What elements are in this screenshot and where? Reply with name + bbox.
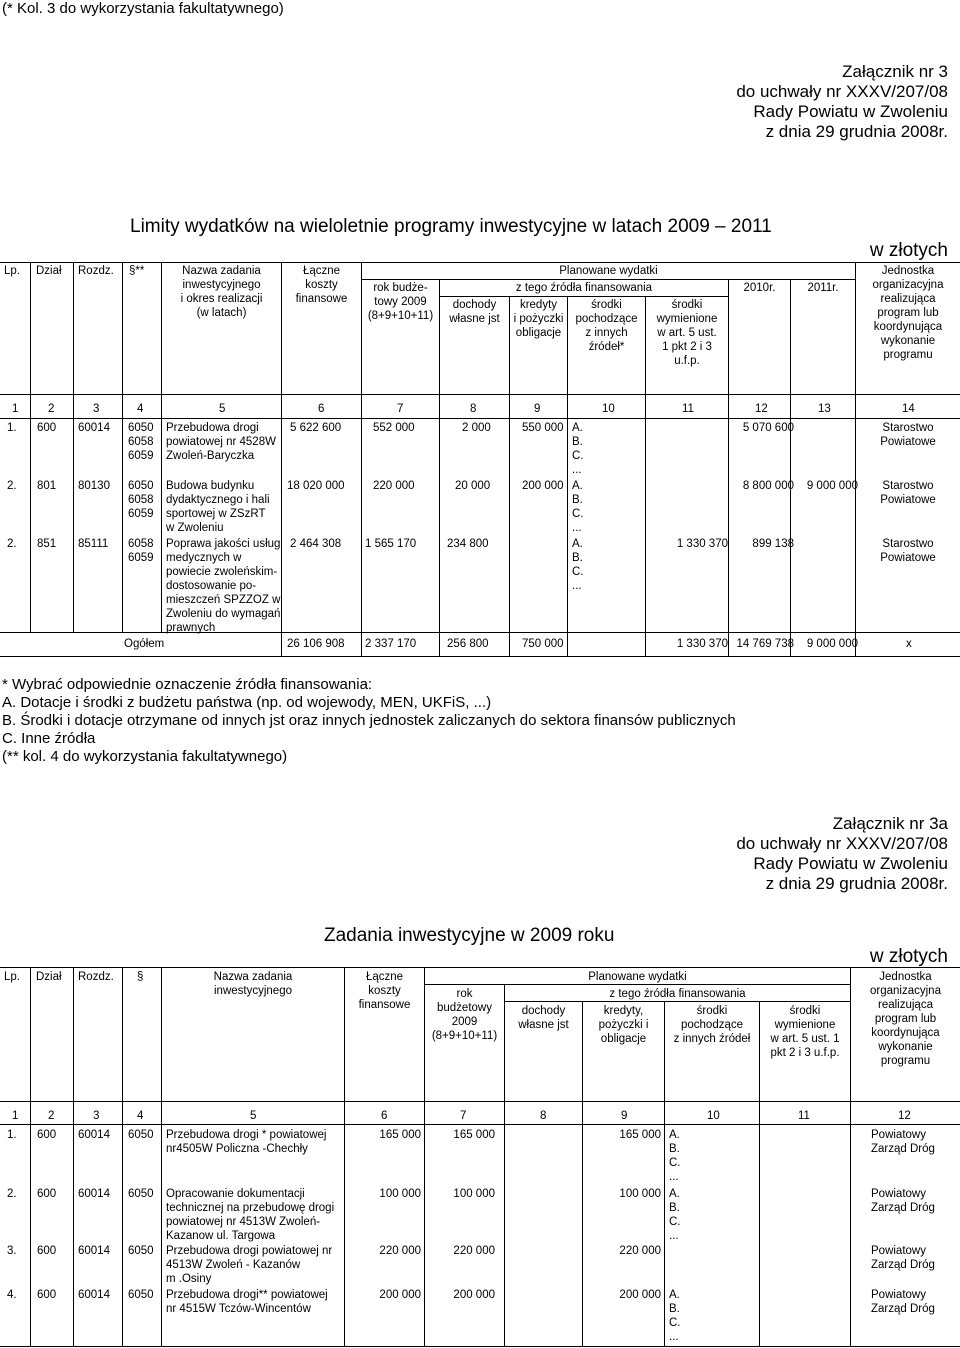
text-line: Przebudowa drogi** powiatowej bbox=[166, 1289, 328, 1301]
cell-koszty: 18 020 000 bbox=[287, 480, 345, 492]
cell-jednostka bbox=[856, 537, 960, 565]
text-line: B. bbox=[572, 436, 583, 448]
text-line: 6050 bbox=[128, 422, 154, 434]
col-number: 12 bbox=[898, 1110, 911, 1122]
text-line: pochodzące bbox=[575, 313, 638, 325]
col-number: 9 bbox=[534, 403, 541, 415]
table1-title: Limity wydatków na wieloletnie programy inwestycyjne w latach 2009 – 2011 bbox=[130, 216, 772, 237]
col-number: 4 bbox=[137, 1110, 144, 1122]
text-line: nr 4515W Tczów-Wincentów bbox=[166, 1303, 311, 1315]
cell-dochody: 100 000 bbox=[619, 1188, 661, 1200]
cell-par bbox=[128, 537, 154, 565]
t1-hdr-srodki1 bbox=[568, 298, 645, 354]
total-dochody: 256 800 bbox=[447, 638, 489, 650]
col-number: 11 bbox=[798, 1110, 810, 1122]
cell-lp: 2. bbox=[7, 538, 17, 550]
cell-srodki1 bbox=[572, 421, 584, 477]
text-line: Powiatowe bbox=[880, 494, 936, 506]
text-line: realizująca bbox=[880, 293, 936, 305]
text-line: C. bbox=[669, 1157, 681, 1169]
cell-lp: 1. bbox=[7, 1129, 17, 1141]
total-jednostka: x bbox=[906, 638, 912, 650]
text-line: Starostwo bbox=[882, 538, 934, 550]
t1-hdr-jednostka bbox=[856, 264, 960, 362]
cell-koszty: 5 622 600 bbox=[290, 422, 342, 434]
text-line: w art. 5 ust. 1 bbox=[770, 1033, 840, 1045]
text-line: Zarząd Dróg bbox=[871, 1303, 935, 1315]
cell-srodki1 bbox=[669, 1128, 681, 1184]
cell-2010: 8 800 000 bbox=[742, 480, 794, 492]
cell-dzial: 600 bbox=[37, 1289, 57, 1301]
text-line: pkt 2 i 3 u.f.p. bbox=[770, 1047, 840, 1059]
text-line: towy 2009 bbox=[374, 296, 427, 308]
text-line: A. bbox=[572, 538, 583, 550]
text-line: A. bbox=[572, 480, 583, 492]
t2-hdr-koszty bbox=[345, 970, 424, 1012]
text-line: B. bbox=[572, 552, 583, 564]
col-number: 3 bbox=[93, 1110, 100, 1122]
top-note: (* Kol. 3 do wykorzystania fakultatywnego) bbox=[2, 0, 284, 17]
annex-line: Załącznik nr 3 bbox=[842, 62, 948, 81]
text-line: C. bbox=[572, 508, 584, 520]
text-line: B. bbox=[572, 494, 583, 506]
text-line: Starostwo bbox=[882, 422, 934, 434]
col-number: 5 bbox=[250, 1110, 257, 1122]
text-line: i pożyczki bbox=[513, 313, 564, 325]
text-line: A. bbox=[669, 1289, 680, 1301]
col-number: 1 bbox=[12, 1110, 19, 1122]
cell-dochody: 220 000 bbox=[619, 1245, 661, 1257]
text-line: Powiatowy bbox=[871, 1289, 926, 1301]
t2-hdr-ztego: z tego źródła finansowania bbox=[609, 988, 746, 1000]
text-line: powiatowej nr 4528W bbox=[166, 436, 276, 448]
text-line: A. bbox=[669, 1129, 680, 1141]
col-number: 4 bbox=[137, 403, 144, 415]
col-number: 5 bbox=[219, 403, 226, 415]
cell-dochody: 165 000 bbox=[619, 1129, 661, 1141]
text-line: 6059 bbox=[128, 508, 154, 520]
col-number: 2 bbox=[48, 1110, 55, 1122]
cell-nazwa bbox=[166, 1244, 332, 1286]
col-number: 13 bbox=[818, 403, 831, 415]
cell-2011: 9 000 000 bbox=[806, 480, 858, 492]
text-line: Zarząd Dróg bbox=[871, 1143, 935, 1155]
table2-unit: w złotych bbox=[869, 946, 948, 967]
text-line: w art. 5 ust. bbox=[657, 327, 717, 339]
t1-hdr-planowane: Planowane wydatki bbox=[559, 265, 658, 277]
t1-hdr-koszty bbox=[282, 264, 361, 306]
text-line: dydaktycznego i hali bbox=[166, 494, 270, 506]
cell-par bbox=[128, 479, 154, 521]
cell-nazwa bbox=[166, 1288, 328, 1316]
total-srodki2: 1 330 370 bbox=[676, 638, 728, 650]
text-line: środki bbox=[789, 1005, 821, 1017]
cell-rozdz: 80130 bbox=[78, 480, 110, 492]
text-line: sportowej w ZSzRT bbox=[166, 508, 266, 520]
text-line: (8+9+10+11) bbox=[431, 1030, 498, 1042]
text-line: i okres realizacji bbox=[180, 293, 263, 305]
text-line: w Zwoleniu bbox=[166, 522, 224, 534]
text-line: Przebudowa drogi * powiatowej bbox=[166, 1129, 327, 1141]
text-line: Zwoleniu do wymagań bbox=[166, 608, 281, 620]
t1-hdr-ztego: z tego źródła finansowania bbox=[515, 282, 653, 294]
text-line: inwestycyjnego bbox=[182, 279, 261, 291]
text-line: realizująca bbox=[878, 999, 933, 1011]
text-line: koordynująca bbox=[871, 1027, 940, 1039]
col-number: 11 bbox=[682, 403, 694, 415]
footnote-line: A. Dotacje i środki z budżetu państwa (np. od wojewody, MEN, UKFiS, ...) bbox=[2, 694, 492, 711]
t2-hdr-srodki1 bbox=[665, 1004, 759, 1046]
text-line: program lub bbox=[877, 307, 939, 319]
text-line: prawnych bbox=[166, 622, 216, 634]
col-number: 6 bbox=[318, 403, 325, 415]
text-line: obligacje bbox=[515, 327, 562, 339]
text-line: pochodzące bbox=[680, 1019, 744, 1031]
text-line: wykonanie bbox=[880, 335, 936, 347]
text-line: C. bbox=[572, 450, 584, 462]
cell-koszty: 100 000 bbox=[379, 1188, 421, 1200]
text-line: ... bbox=[669, 1331, 679, 1343]
cell-jednostka bbox=[871, 1187, 935, 1215]
text-line: Opracowanie dokumentacji bbox=[166, 1188, 305, 1200]
text-line: koszty bbox=[305, 279, 338, 291]
text-line: kredyty, bbox=[603, 1005, 644, 1017]
t1-hdr-nazwa bbox=[162, 264, 281, 320]
text-line: budżetowy bbox=[437, 1002, 492, 1014]
col-number: 2 bbox=[48, 403, 55, 415]
col-number: 7 bbox=[460, 1110, 467, 1122]
text-line: 6050 bbox=[128, 480, 154, 492]
text-line: C. bbox=[572, 566, 584, 578]
text-line: Łączne bbox=[302, 265, 341, 277]
t1-hdr-srodki2 bbox=[646, 298, 728, 368]
t1-hdr-par: §** bbox=[129, 265, 145, 277]
t2-hdr-dzial: Dział bbox=[36, 971, 62, 983]
cell-dzial: 851 bbox=[37, 538, 57, 550]
t1-hdr-lp: Lp. bbox=[4, 265, 20, 277]
text-line: technicznej na przebudowę drogi bbox=[166, 1202, 335, 1214]
cell-dzial: 600 bbox=[37, 1245, 57, 1257]
text-line: 6058 bbox=[128, 436, 154, 448]
text-line: pożyczki i bbox=[598, 1019, 649, 1031]
cell-2010: 899 138 bbox=[752, 538, 794, 550]
text-line: Powiatowy bbox=[871, 1245, 926, 1257]
col-number: 8 bbox=[470, 403, 477, 415]
cell-rozdz: 60014 bbox=[78, 1289, 110, 1301]
annex-header bbox=[736, 62, 948, 142]
cell-rozdz: 60014 bbox=[78, 1129, 110, 1141]
col-number: 6 bbox=[381, 1110, 388, 1122]
text-line: 6058 bbox=[128, 494, 154, 506]
total-label: Ogółem bbox=[124, 638, 165, 650]
text-line: Zarząd Dróg bbox=[871, 1202, 935, 1214]
col-number: 3 bbox=[93, 403, 100, 415]
text-line: wymienione bbox=[774, 1019, 836, 1031]
text-line: programu bbox=[880, 1055, 931, 1067]
text-line: (w latach) bbox=[196, 307, 247, 319]
table2-title: Zadania inwestycyjne w 2009 roku bbox=[324, 925, 615, 946]
text-line: wykonanie bbox=[878, 1041, 933, 1053]
cell-koszty: 2 464 308 bbox=[290, 538, 342, 550]
text-line: Budowa budynku bbox=[166, 480, 255, 492]
text-line: koordynująca bbox=[873, 321, 943, 333]
annex-line: z dnia 29 grudnia 2008r. bbox=[765, 122, 948, 141]
col-number: 14 bbox=[902, 403, 915, 415]
t2-hdr-jednostka bbox=[851, 970, 960, 1068]
total-2011: 9 000 000 bbox=[806, 638, 858, 650]
cell-srodki1 bbox=[669, 1187, 681, 1243]
text-line: Nazwa zadania bbox=[182, 265, 261, 277]
annex-line: Załącznik nr 3a bbox=[832, 814, 948, 833]
cell-srodki2: 1 330 370 bbox=[676, 538, 728, 550]
text-line: u.f.p. bbox=[674, 355, 700, 367]
text-line: Powiatowe bbox=[880, 436, 936, 448]
text-line: Zwoleń-Baryczka bbox=[166, 450, 255, 462]
cell-rozdz: 60014 bbox=[78, 1188, 110, 1200]
cell-rok: 552 000 bbox=[373, 422, 415, 434]
cell-koszty: 220 000 bbox=[379, 1245, 421, 1257]
t2-hdr-srodki2 bbox=[760, 1004, 850, 1060]
cell-rok: 165 000 bbox=[453, 1129, 495, 1141]
t2-hdr-planowane: Planowane wydatki bbox=[588, 971, 687, 983]
cell-dzial: 600 bbox=[37, 1188, 57, 1200]
cell-jednostka bbox=[856, 421, 960, 449]
cell-dochody: 20 000 bbox=[455, 480, 491, 492]
t2-hdr-par: § bbox=[137, 971, 144, 983]
cell-rozdz: 60014 bbox=[78, 1245, 110, 1257]
cell-par: 6050 bbox=[128, 1129, 154, 1141]
col-number: 10 bbox=[707, 1110, 720, 1122]
cell-dzial: 600 bbox=[37, 1129, 57, 1141]
cell-kredyty: 550 000 bbox=[522, 422, 564, 434]
text-line: Poprawa jakości usług bbox=[166, 538, 281, 550]
text-line: ... bbox=[669, 1171, 679, 1183]
col-number: 1 bbox=[12, 403, 19, 415]
text-line: dostosowanie po- bbox=[166, 580, 257, 592]
footnotes bbox=[2, 676, 736, 766]
text-line: powiatowej nr 4513W Zwoleń- bbox=[166, 1216, 321, 1228]
text-line: kredyty bbox=[519, 299, 558, 311]
cell-jednostka bbox=[871, 1244, 935, 1272]
text-line: Starostwo bbox=[882, 480, 934, 492]
text-line: B. bbox=[669, 1202, 680, 1214]
text-line: Przebudowa drogi bbox=[166, 422, 259, 434]
text-line: Zarząd Dróg bbox=[871, 1259, 935, 1271]
total-2010: 14 769 738 bbox=[736, 638, 794, 650]
cell-dzial: 801 bbox=[37, 480, 57, 492]
text-line: nr4505W Policzna -Chechły bbox=[166, 1143, 308, 1155]
cell-rok: 200 000 bbox=[453, 1289, 495, 1301]
text-line: środki bbox=[671, 299, 703, 311]
cell-par: 6050 bbox=[128, 1245, 154, 1257]
text-line: ... bbox=[669, 1230, 679, 1242]
cell-nazwa bbox=[166, 479, 270, 535]
text-line: 6058 bbox=[128, 538, 154, 550]
cell-lp: 2. bbox=[7, 480, 17, 492]
cell-rok: 220 000 bbox=[453, 1245, 495, 1257]
cell-rok: 220 000 bbox=[373, 480, 415, 492]
col-number: 8 bbox=[540, 1110, 547, 1122]
text-line: z innych bbox=[585, 327, 628, 339]
cell-jednostka bbox=[871, 1288, 935, 1316]
text-line: medycznych w bbox=[166, 552, 242, 564]
text-line: m .Osiny bbox=[166, 1273, 212, 1285]
text-line: inwestycyjnego bbox=[214, 985, 292, 997]
t2-hdr-nazwa bbox=[162, 970, 344, 998]
annex-line: Rady Powiatu w Zwoleniu bbox=[753, 854, 948, 873]
cell-par: 6050 bbox=[128, 1289, 154, 1301]
cell-koszty: 200 000 bbox=[379, 1289, 421, 1301]
text-line: organizacyjna bbox=[872, 279, 944, 291]
cell-srodki1 bbox=[669, 1288, 681, 1344]
text-line: ... bbox=[572, 464, 582, 476]
col-number: 10 bbox=[602, 403, 615, 415]
text-line: finansowe bbox=[295, 293, 348, 305]
text-line: Łączne bbox=[365, 971, 404, 983]
text-line: mieszczeń SPZZOZ w bbox=[166, 594, 281, 606]
cell-nazwa bbox=[166, 1128, 326, 1156]
text-line: ... bbox=[572, 522, 582, 534]
text-line: C. bbox=[669, 1216, 681, 1228]
t1-hdr-2010: 2010r. bbox=[743, 282, 776, 294]
cell-rozdz: 85111 bbox=[78, 538, 109, 550]
cell-srodki1 bbox=[572, 479, 584, 535]
text-line: własne jst bbox=[518, 1019, 569, 1031]
text-line: 2009 bbox=[451, 1016, 478, 1028]
t1-hdr-dochody bbox=[440, 298, 509, 326]
text-line: rok budże- bbox=[373, 282, 428, 294]
text-line: ... bbox=[572, 580, 582, 592]
cell-jednostka bbox=[871, 1128, 935, 1156]
cell-dochody: 200 000 bbox=[619, 1289, 661, 1301]
cell-rok: 1 565 170 bbox=[365, 538, 417, 550]
text-line: środki bbox=[591, 299, 622, 311]
t2-hdr-rozdz: Rozdz. bbox=[78, 971, 114, 983]
cell-koszty: 165 000 bbox=[379, 1129, 421, 1141]
text-line: Nazwa zadania bbox=[213, 971, 293, 983]
col-number: 7 bbox=[397, 403, 404, 415]
t2-hdr-dochody bbox=[505, 1004, 582, 1032]
text-line: środki bbox=[696, 1005, 728, 1017]
text-line: 1 pkt 2 i 3 bbox=[662, 341, 712, 353]
text-line: 6059 bbox=[128, 450, 154, 462]
cell-nazwa bbox=[166, 421, 276, 463]
cell-nazwa bbox=[166, 1187, 334, 1243]
cell-par: 6050 bbox=[128, 1188, 154, 1200]
cell-dochody: 2 000 bbox=[462, 422, 491, 434]
cell-dzial: 600 bbox=[37, 422, 57, 434]
t2-hdr-lp: Lp. bbox=[4, 971, 20, 983]
footnote-line: B. Środki i dotacje otrzymane od innych jst oraz innych jednostek zaliczanych do sektora finansów publicznych bbox=[2, 712, 736, 729]
text-line: A. bbox=[669, 1188, 680, 1200]
cell-nazwa bbox=[166, 537, 280, 635]
table1-unit: w złotych bbox=[869, 240, 948, 261]
text-line: organizacyjna bbox=[870, 985, 941, 997]
text-line: C. bbox=[669, 1317, 681, 1329]
cell-lp: 4. bbox=[7, 1289, 17, 1301]
annex-line: do uchwały nr XXXV/207/08 bbox=[736, 834, 948, 853]
annex-line: Rady Powiatu w Zwoleniu bbox=[753, 102, 948, 121]
text-line: obligacje bbox=[600, 1033, 647, 1045]
text-line: dochody bbox=[452, 299, 497, 311]
cell-jednostka bbox=[856, 479, 960, 507]
t1-hdr-2011: 2011r. bbox=[807, 282, 839, 294]
cell-2010: 5 070 600 bbox=[742, 422, 794, 434]
cell-rok: 100 000 bbox=[453, 1188, 495, 1200]
text-line: (8+9+10+11) bbox=[367, 310, 434, 322]
text-line: źródeł* bbox=[588, 341, 625, 353]
text-line: z innych źródeł bbox=[673, 1033, 751, 1045]
text-line: Powiatowy bbox=[871, 1129, 926, 1141]
t1-hdr-rozdz: Rozdz. bbox=[78, 265, 114, 277]
text-line: powiecie zwoleńskim- bbox=[166, 566, 278, 578]
cell-kredyty: 200 000 bbox=[522, 480, 564, 492]
total-koszty: 26 106 908 bbox=[287, 638, 345, 650]
text-line: program lub bbox=[874, 1013, 937, 1025]
text-line: Powiatowe bbox=[880, 552, 936, 564]
total-kredyty: 750 000 bbox=[522, 638, 564, 650]
cell-par bbox=[128, 421, 154, 463]
text-line: A. bbox=[572, 422, 583, 434]
text-line: Jednostka bbox=[879, 971, 932, 983]
cell-lp: 3. bbox=[7, 1245, 17, 1257]
text-line: koszty bbox=[368, 985, 401, 997]
t1-hdr-dzial: Dział bbox=[36, 265, 62, 277]
text-line: Jednostka bbox=[881, 265, 935, 277]
footnote-line: C. Inne źródła bbox=[2, 730, 96, 747]
text-line: B. bbox=[669, 1143, 680, 1155]
footnote-line: (** kol. 4 do wykorzystania fakultatywnego) bbox=[2, 748, 288, 765]
text-line: rok bbox=[456, 988, 473, 1000]
text-line: programu bbox=[883, 349, 933, 361]
col-number: 9 bbox=[621, 1110, 628, 1122]
annex-header bbox=[736, 814, 948, 894]
text-line: Kazanow ul. Targowa bbox=[166, 1230, 276, 1242]
text-line: finansowe bbox=[358, 999, 411, 1011]
cell-lp: 2. bbox=[7, 1188, 17, 1200]
text-line: własne jst bbox=[449, 313, 500, 325]
text-line: 6059 bbox=[128, 552, 154, 564]
col-number: 12 bbox=[755, 403, 768, 415]
cell-srodki1 bbox=[572, 537, 584, 593]
text-line: Powiatowy bbox=[871, 1188, 926, 1200]
cell-lp: 1. bbox=[7, 422, 17, 434]
total-rok: 2 337 170 bbox=[365, 638, 417, 650]
t2-hdr-kredyty bbox=[583, 1004, 664, 1046]
annex-line: z dnia 29 grudnia 2008r. bbox=[765, 874, 948, 893]
text-line: Przebudowa drogi powiatowej nr bbox=[166, 1245, 333, 1257]
text-line: B. bbox=[669, 1303, 680, 1315]
t1-hdr-kredyty bbox=[510, 298, 567, 340]
text-line: dochody bbox=[521, 1005, 566, 1017]
footnote-line: * Wybrać odpowiednie oznaczenie źródła finansowania: bbox=[2, 676, 373, 693]
cell-dochody: 234 800 bbox=[447, 538, 489, 550]
text-line: 4513W Zwoleń - Kazanów bbox=[166, 1259, 301, 1271]
text-line: wymienione bbox=[656, 313, 718, 325]
annex-line: do uchwały nr XXXV/207/08 bbox=[736, 82, 948, 101]
t2-hdr-rok bbox=[425, 987, 504, 1043]
t1-hdr-rok bbox=[362, 281, 439, 323]
cell-rozdz: 60014 bbox=[78, 422, 110, 434]
